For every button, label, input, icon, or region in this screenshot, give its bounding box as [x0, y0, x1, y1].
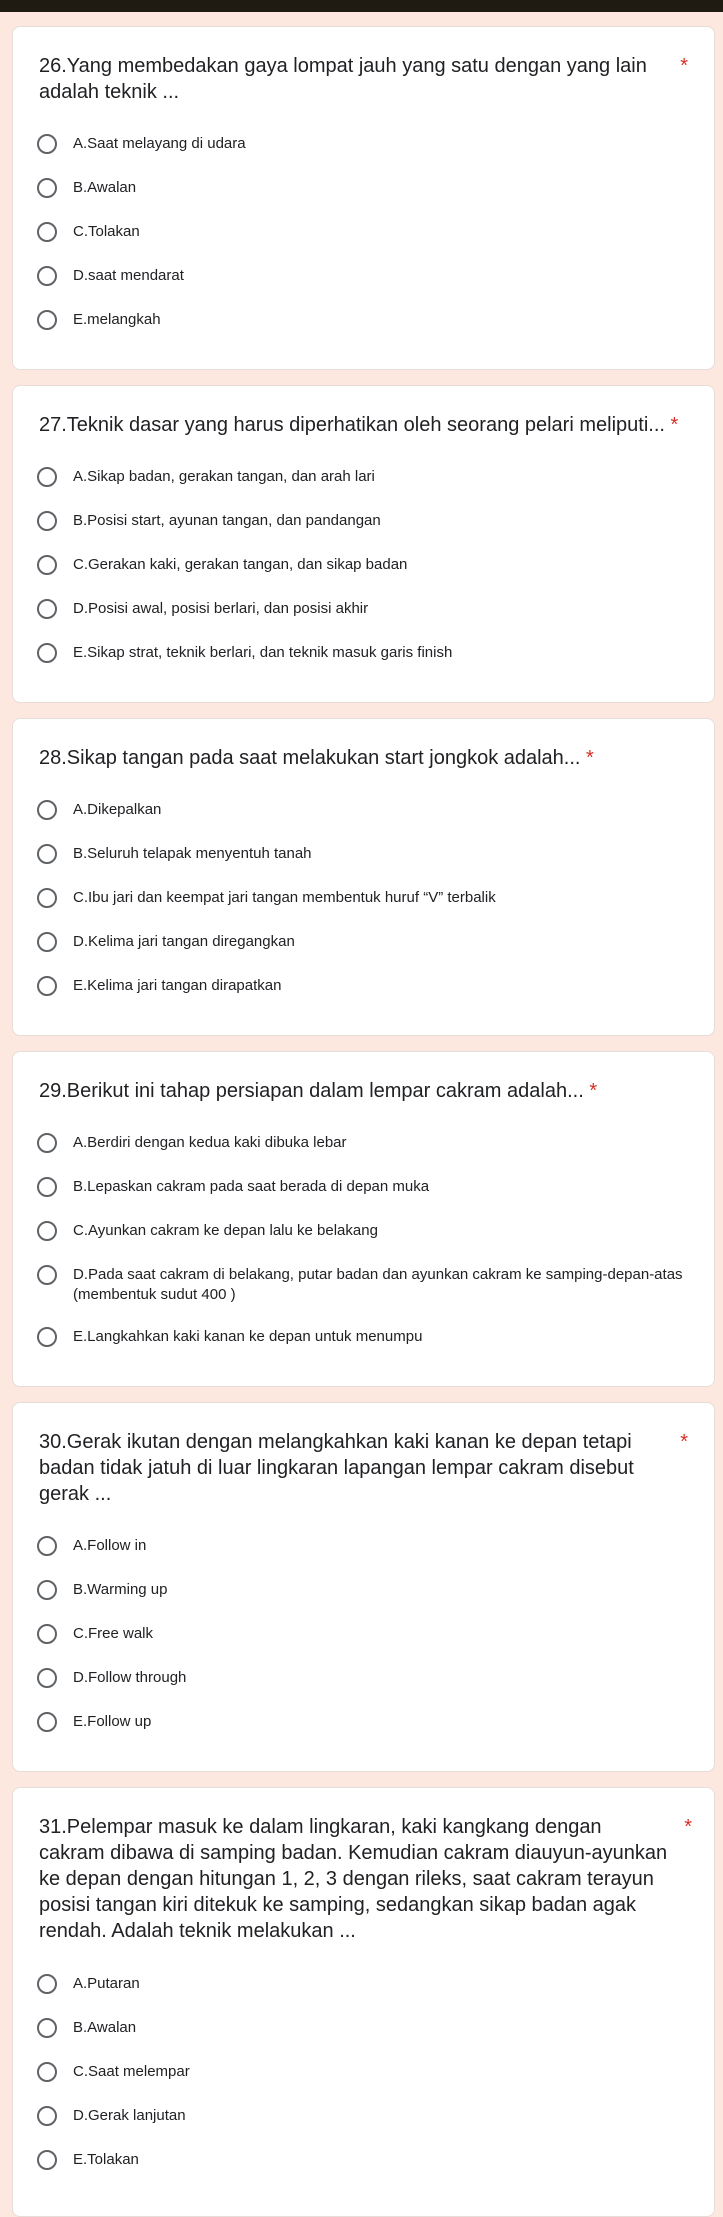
option-radio[interactable]: [37, 1974, 684, 1994]
option-label: C.Saat melempar: [73, 2063, 190, 2080]
option-radio[interactable]: [37, 1712, 684, 1732]
radio-circle-icon[interactable]: [37, 1177, 57, 1197]
option-radio[interactable]: [37, 1177, 684, 1197]
question-card-27: [12, 385, 715, 703]
option-radio[interactable]: [37, 1221, 684, 1241]
option-label: D.Kelima jari tangan diregangkan: [73, 933, 295, 950]
option-label: D.Gerak lanjutan: [73, 2107, 186, 2124]
required-asterisk: *: [680, 1431, 688, 1453]
radio-circle-icon[interactable]: [37, 266, 57, 286]
option-label: D.Pada saat cakram di belakang, putar badan dan ayunkan cakram ke samping-depan-atas (membentuk sudut 400 ): [73, 1266, 683, 1303]
radio-circle-icon[interactable]: [37, 1536, 57, 1556]
radio-circle-icon[interactable]: [37, 2150, 57, 2170]
option-label: E.Tolakan: [73, 2151, 139, 2168]
option-label: E.Langkahkan kaki kanan ke depan untuk menumpu: [73, 1328, 423, 1345]
option-radio[interactable]: [37, 1133, 684, 1153]
question-card-30: [12, 1402, 715, 1772]
radio-circle-icon[interactable]: [37, 134, 57, 154]
question-card-29: [12, 1051, 715, 1387]
option-label: B.Awalan: [73, 179, 137, 196]
option-label: D.Follow through: [73, 1669, 187, 1686]
option-label: D.Posisi awal, posisi berlari, dan posisi akhir: [73, 600, 369, 617]
required-asterisk: *: [589, 1080, 598, 1102]
radio-circle-icon[interactable]: [37, 888, 57, 908]
question-card-26: [12, 26, 715, 370]
option-radio[interactable]: [37, 643, 684, 663]
required-asterisk: *: [586, 747, 594, 769]
radio-circle-icon[interactable]: [37, 1624, 57, 1644]
top-bar: [0, 0, 723, 12]
option-label: C.Gerakan kaki, gerakan tangan, dan sikap badan: [73, 556, 408, 573]
required-asterisk: *: [684, 1816, 692, 1838]
option-label: C.Tolakan: [73, 223, 140, 240]
option-label: E.melangkah: [73, 311, 161, 328]
option-label: C.Free walk: [73, 1625, 154, 1642]
option-radio[interactable]: [37, 511, 684, 531]
option-radio[interactable]: [37, 976, 684, 996]
radio-circle-icon[interactable]: [37, 1580, 57, 1600]
radio-circle-icon[interactable]: [37, 1327, 57, 1347]
option-label: A.Berdiri dengan kedua kaki dibuka lebar: [73, 1134, 347, 1151]
option-label: C.Ibu jari dan keempat jari tangan membentuk huruf “V” terbalik: [73, 889, 496, 906]
option-label: C.Ayunkan cakram ke depan lalu ke belakang: [73, 1222, 378, 1239]
option-radio[interactable]: [37, 1668, 684, 1688]
radio-circle-icon[interactable]: [37, 932, 57, 952]
radio-circle-icon[interactable]: [37, 2018, 57, 2038]
option-radio[interactable]: [37, 310, 684, 330]
option-label: A.Follow in: [73, 1537, 147, 1554]
option-radio[interactable]: [37, 1536, 684, 1556]
radio-circle-icon[interactable]: [37, 976, 57, 996]
radio-circle-icon[interactable]: [37, 599, 57, 619]
required-asterisk: *: [670, 414, 679, 436]
option-radio[interactable]: [37, 134, 684, 154]
option-radio[interactable]: [37, 1327, 684, 1347]
option-label: A.Putaran: [73, 1975, 140, 1992]
question-title-text: 29.Berikut ini tahap persiapan dalam lempar cakram adalah...: [39, 1080, 584, 1102]
option-radio[interactable]: [37, 1580, 684, 1600]
option-label: A.Dikepalkan: [73, 801, 162, 818]
option-radio[interactable]: [37, 266, 684, 286]
question-title: [39, 412, 688, 438]
question-title: 30.Gerak ikutan dengan melangkahkan kaki kanan ke depan tetapi badan tidak jatuh di luar lingkaran lapangan lempar cakram disebut gerak ...: [39, 1431, 634, 1505]
radio-circle-icon[interactable]: [37, 1133, 57, 1153]
question-card-28: [12, 718, 715, 1036]
option-radio[interactable]: [37, 1624, 684, 1644]
option-label: B.Posisi start, ayunan tangan, dan pandangan: [73, 512, 381, 529]
radio-circle-icon[interactable]: [37, 1221, 57, 1241]
question-title: [39, 745, 688, 771]
option-radio[interactable]: [37, 2062, 684, 2082]
option-radio[interactable]: [37, 467, 684, 487]
option-radio[interactable]: [37, 888, 684, 908]
option-radio[interactable]: [37, 555, 684, 575]
question-title: [39, 1078, 688, 1104]
question-title: 26.Yang membedakan gaya lompat jauh yang satu dengan yang lain adalah teknik ...: [39, 55, 647, 103]
option-radio[interactable]: [37, 844, 684, 864]
option-label: E.Follow up: [73, 1713, 152, 1730]
radio-circle-icon[interactable]: [37, 1668, 57, 1688]
radio-circle-icon[interactable]: [37, 511, 57, 531]
question-card-31: [12, 1787, 715, 2217]
radio-circle-icon[interactable]: [37, 555, 57, 575]
option-label: D.saat mendarat: [73, 267, 184, 284]
option-label: E.Kelima jari tangan dirapatkan: [73, 977, 282, 994]
radio-circle-icon[interactable]: [37, 643, 57, 663]
radio-circle-icon[interactable]: [37, 1265, 57, 1285]
question-title: 31.Pelempar masuk ke dalam lingkaran, kaki kangkang dengan cakram dibawa di samping badan. Kemudian cakram diauyun-ayunkan ke depan dengan hitungan 1, 2, 3 dengan rileks, saat cakram terayun posisi tangan kiri ditekuk ke samping, sedangkan sikap badan agak rendah. Adalah teknik melakukan ...: [39, 1816, 668, 1942]
radio-circle-icon[interactable]: [37, 1712, 57, 1732]
radio-circle-icon[interactable]: [37, 178, 57, 198]
radio-circle-icon[interactable]: [37, 800, 57, 820]
option-radio[interactable]: [37, 800, 684, 820]
question-title-text: 28.Sikap tangan pada saat melakukan start jongkok adalah...: [39, 747, 581, 769]
option-radio[interactable]: [37, 222, 684, 242]
required-asterisk: *: [680, 55, 688, 77]
option-radio[interactable]: [37, 599, 684, 619]
option-radio[interactable]: [37, 1265, 684, 1305]
radio-circle-icon[interactable]: [37, 2062, 57, 2082]
option-radio[interactable]: [37, 2018, 684, 2038]
option-label: B.Seluruh telapak menyentuh tanah: [73, 845, 312, 862]
option-label: A.Sikap badan, gerakan tangan, dan arah lari: [73, 468, 375, 485]
radio-circle-icon[interactable]: [37, 2106, 57, 2126]
radio-circle-icon[interactable]: [37, 1974, 57, 1994]
radio-circle-icon[interactable]: [37, 467, 57, 487]
radio-circle-icon[interactable]: [37, 310, 57, 330]
question-title-text: 27.Teknik dasar yang harus diperhatikan oleh seorang pelari meliputi...: [39, 414, 665, 436]
radio-circle-icon[interactable]: [37, 222, 57, 242]
option-radio[interactable]: [37, 932, 684, 952]
radio-circle-icon[interactable]: [37, 844, 57, 864]
option-radio[interactable]: [37, 178, 684, 198]
option-label: E.Sikap strat, teknik berlari, dan teknik masuk garis finish: [73, 644, 453, 661]
option-label: B.Lepaskan cakram pada saat berada di depan muka: [73, 1178, 430, 1195]
option-label: B.Awalan: [73, 2019, 137, 2036]
option-radio[interactable]: [37, 2106, 684, 2126]
option-label: A.Saat melayang di udara: [73, 135, 246, 152]
option-label: B.Warming up: [73, 1581, 168, 1598]
option-radio[interactable]: [37, 2150, 684, 2170]
